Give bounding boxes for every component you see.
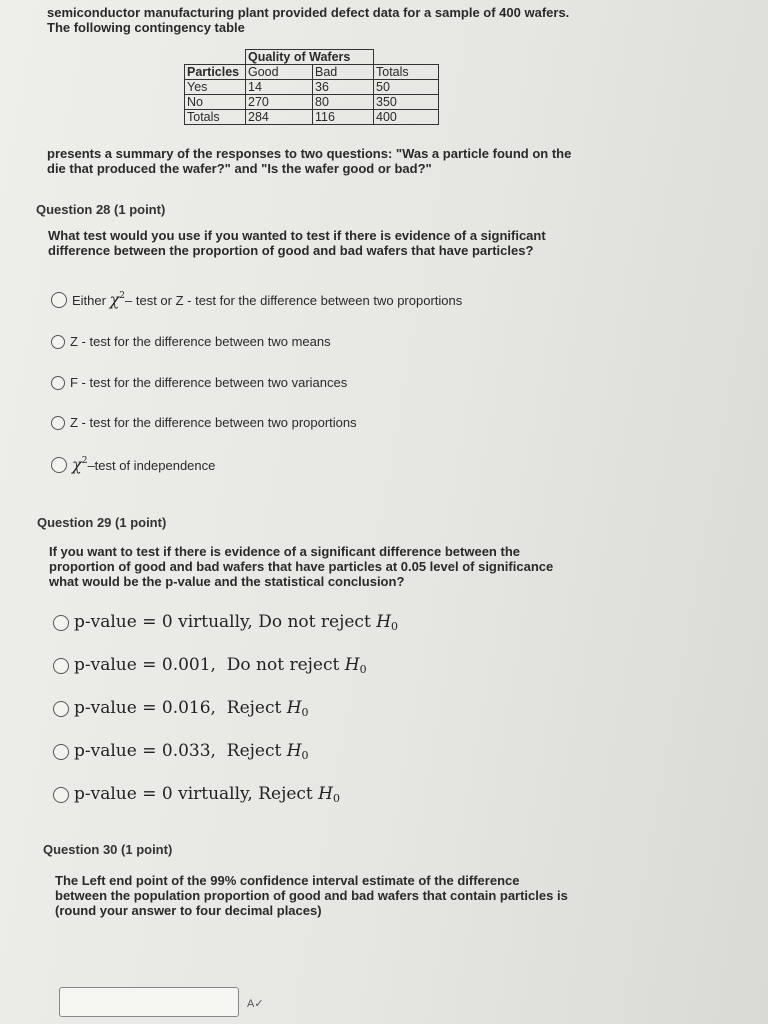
question-29-text [49, 544, 589, 589]
table-cell: 14 [246, 80, 313, 95]
q29-option-1[interactable] [53, 612, 398, 633]
q29-option-1-label: p-value = 0 virtually, Do not reject $H_0$ [74, 612, 399, 633]
q29-option-5[interactable] [53, 784, 340, 805]
question-29-line-3: what would be the p-value and the statistical conclusion? [49, 574, 405, 589]
q29-option-2-label: p-value = 0.001, Do not reject $H_0$ [74, 655, 367, 676]
radio-button[interactable] [51, 416, 65, 430]
radio-button[interactable] [53, 615, 69, 631]
table-cell: Totals [185, 110, 246, 125]
q28-option-2-label: Z - test for the difference between two means [70, 334, 331, 349]
q28-option-5[interactable] [51, 455, 215, 474]
intro-line-1: semiconductor manufacturing plant provided defect data for a sample of 400 wafers. [47, 5, 570, 20]
table-cell: 50 [374, 80, 439, 95]
table-header-cell: Totals [374, 65, 439, 80]
intro-text [47, 5, 647, 35]
table-header-cell: Particles [185, 65, 246, 80]
q28-option-3-label: F - test for the difference between two variances [70, 375, 348, 390]
q28-option-3[interactable] [51, 375, 347, 390]
question-30-text [55, 873, 595, 918]
q28-option-5-label: $\chi^2$–test of independence [72, 455, 216, 474]
q29-option-4-label: p-value = 0.033, Reject $H_0$ [74, 741, 309, 762]
table-row [185, 95, 439, 110]
table-row [185, 80, 439, 95]
table-cell: 116 [313, 110, 374, 125]
question-30-title: Question 30 (1 point) [43, 842, 173, 857]
q28-option-1[interactable] [51, 290, 462, 309]
table-cell: No [185, 95, 246, 110]
radio-button[interactable] [53, 658, 69, 674]
question-28-line-2: difference between the proportion of good and bad wafers that have particles? [48, 243, 534, 258]
table-cell: 400 [374, 110, 439, 125]
q28-option-4-label: Z - test for the difference between two proportions [70, 415, 357, 430]
table-row [185, 110, 439, 125]
question-28-text [48, 228, 568, 258]
q28-option-2[interactable] [51, 334, 331, 349]
radio-button[interactable] [51, 457, 67, 473]
q29-option-4[interactable] [53, 741, 309, 762]
q29-option-3[interactable] [53, 698, 309, 719]
table-cell: Yes [185, 80, 246, 95]
table-header-cell: Bad [313, 65, 374, 80]
table-cell: 36 [313, 80, 374, 95]
radio-button[interactable] [53, 701, 69, 717]
question-30-line-1: The Left end point of the 99% confidence interval estimate of the difference [55, 873, 520, 888]
presents-text [47, 146, 607, 176]
q29-option-5-label: p-value = 0 virtually, Reject $H_0$ [74, 784, 340, 805]
question-30-line-2: between the population proportion of good and bad wafers that contain particles is [55, 888, 568, 903]
question-28-line-1: What test would you use if you wanted to test if there is evidence of a significant [48, 228, 546, 243]
q30-answer-input[interactable] [59, 987, 239, 1017]
table-cell: 284 [246, 110, 313, 125]
radio-button[interactable] [53, 744, 69, 760]
spellcheck-icon[interactable]: A✓ [247, 998, 264, 1010]
q29-option-3-label: p-value = 0.016, Reject $H_0$ [74, 698, 309, 719]
table-cell: 270 [246, 95, 313, 110]
table-cell: 350 [374, 95, 439, 110]
table-header-row [185, 65, 439, 80]
intro-line-2: The following contingency table [47, 20, 245, 35]
question-29-line-1: If you want to test if there is evidence of a significant difference between the [49, 544, 520, 559]
table-cell: 80 [313, 95, 374, 110]
q28-option-1-label: Either $\chi^2-$ test or Z - test for the difference between two proportions [72, 290, 463, 309]
radio-button[interactable] [51, 335, 65, 349]
question-30-line-3: (round your answer to four decimal places) [55, 903, 322, 918]
presents-line-1: presents a summary of the responses to two questions: "Was a particle found on the [47, 146, 572, 161]
table-group-header: Quality of Wafers [246, 50, 374, 65]
question-28-title: Question 28 (1 point) [36, 202, 166, 217]
question-29-title: Question 29 (1 point) [37, 515, 167, 530]
radio-button[interactable] [51, 376, 65, 390]
presents-line-2: die that produced the wafer?" and "Is the wafer good or bad?" [47, 161, 432, 176]
contingency-table [184, 49, 439, 125]
q28-option-4[interactable] [51, 415, 357, 430]
question-29-line-2: proportion of good and bad wafers that have particles at 0.05 level of significance [49, 559, 554, 574]
table-header-cell: Good [246, 65, 313, 80]
q29-option-2[interactable] [53, 655, 367, 676]
radio-button[interactable] [53, 787, 69, 803]
radio-button[interactable] [51, 292, 67, 308]
